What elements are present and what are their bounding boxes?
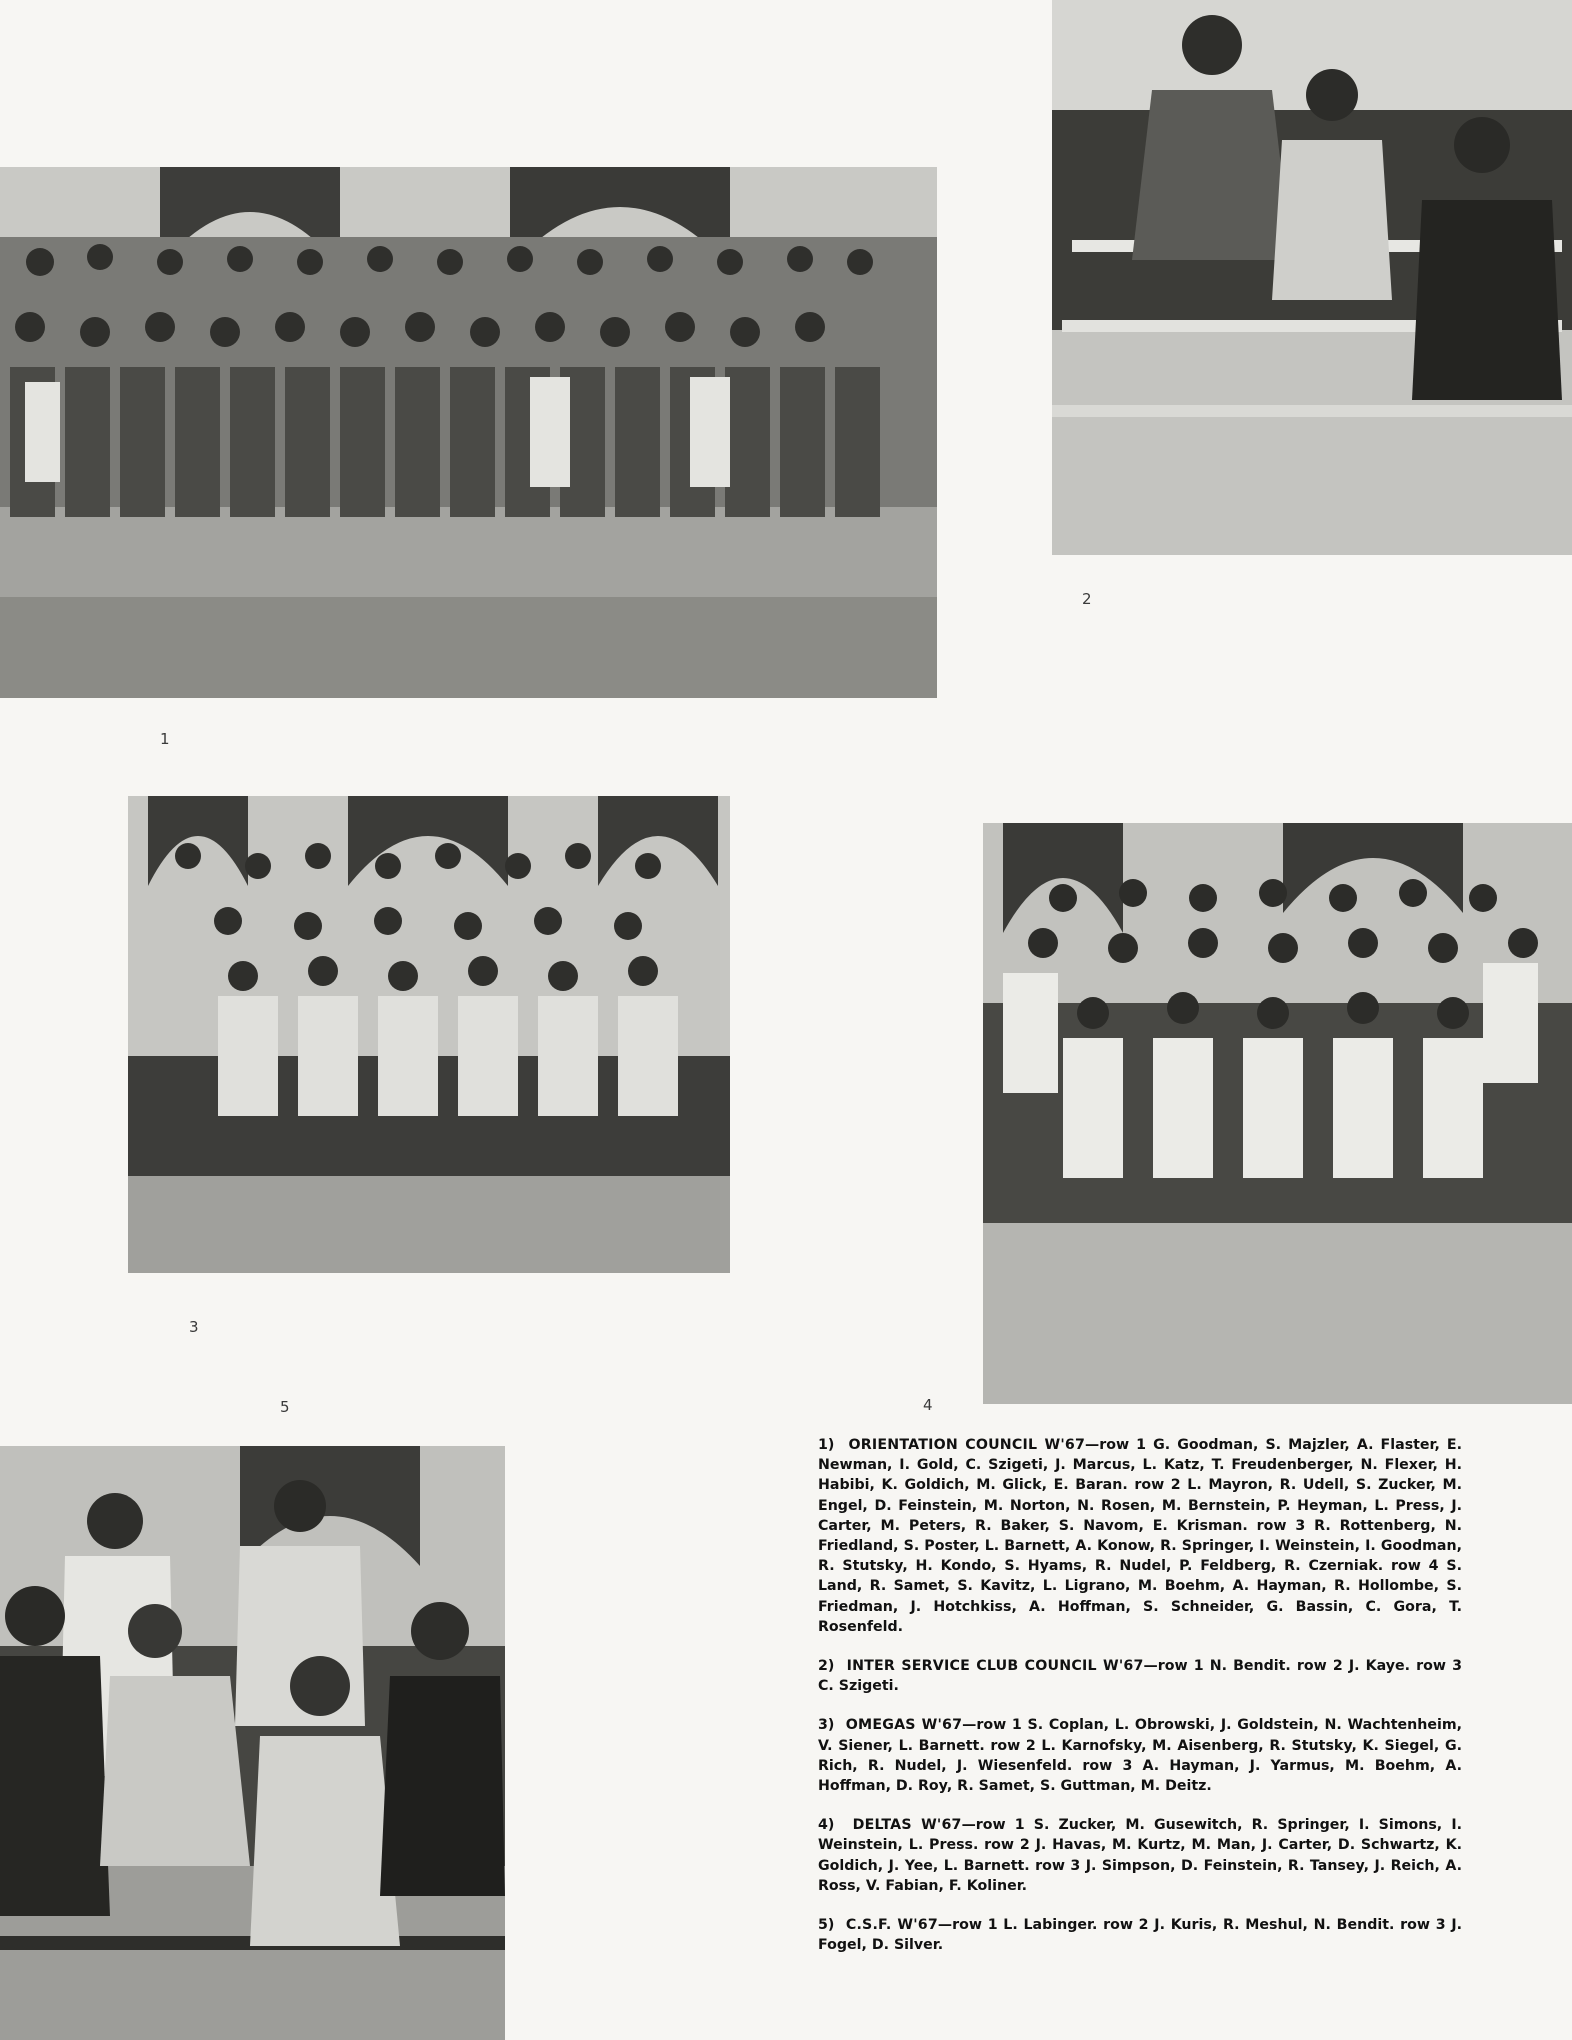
caption-number: 5) <box>818 1917 835 1934</box>
photo-4-image <box>983 823 1572 1404</box>
caption-heading: C.S.F. W'67 <box>845 1917 938 1934</box>
figure-number-5: 5 <box>280 1398 290 1416</box>
caption-heading: INTER SERVICE CLUB COUNCIL W'67 <box>846 1658 1144 1675</box>
caption-text: —row 1 L. Labinger. row 2 J. Kuris, R. Meshul, N. Bendit. row 3 J. Fogel, D. Silver. <box>818 1917 1462 1954</box>
caption-3 <box>818 1715 1462 1796</box>
caption-4 <box>818 1815 1462 1896</box>
photo-orientation-council <box>0 167 937 698</box>
caption-5 <box>818 1915 1462 1955</box>
figure-number-3: 3 <box>189 1318 199 1336</box>
caption-heading: DELTAS W'67 <box>852 1817 962 1834</box>
photo-2-image <box>1052 0 1572 555</box>
figure-number-2: 2 <box>1082 590 1092 608</box>
caption-number: 1) <box>818 1437 835 1453</box>
caption-text: —row 1 G. Goodman, S. Majzler, A. Flaster, E. Newman, I. Gold, C. Szigeti, J. Marcus, L. Katz, T. Freudenberger, N. Flexer, H. Habibi, K. Goldich, M. Glick, E. Baran. row 2 L. Mayron, R. Udell, S. Zucker, M. Engel, D. Feinstein, M. Norton, N. Rosen, M. Bernstein, P. Heyman, L. Press, J. Carter, M. Peters, R. Baker, S. Navom, E. Krisman. row 3 R. Rottenberg, N. Friedland, S. Poster, L. Barnett, A. Konow, R. Springer, I. Weinstein, I. Goodman, R. Stutsky, H. Kondo, S. Hyams, R. Nudel, P. Feldberg, R. Czerniak. row 4 S. Land, R. Samet, S. Kavitz, L. Ligrano, M. Boehm, A. Hayman, R. Hollombe, S. Friedman, J. Hotchkiss, A. Hoffman, S. Schneider, G. Bassin, C. Gora, T. Rosenfeld. <box>818 1437 1463 1635</box>
caption-text: —row 1 S. Coplan, L. Obrowski, J. Goldstein, N. Wachtenheim, V. Siener, L. Barnett. row 2 L. Karnofsky, M. Aisenberg, R. Stutsky, K. Siegel, G. Rich, R. Nudel, J. Wiesenfeld. row 3 A. Hayman, J. Yarmus, M. Boehm, A. Hoffman, D. Roy, R. Samet, S. Guttman, M. Deitz. <box>818 1717 1462 1795</box>
photo-csf <box>0 1446 505 2040</box>
figure-number-1: 1 <box>160 730 170 748</box>
caption-text: —row 1 N. Bendit. row 2 J. Kaye. row 3 C. Szigeti. <box>818 1658 1463 1695</box>
photo-omegas <box>128 796 730 1273</box>
caption-heading: OMEGAS W'67 <box>845 1717 963 1734</box>
photo-1-image <box>0 167 937 698</box>
photo-5-image <box>0 1446 505 2040</box>
caption-number: 2) <box>818 1658 835 1675</box>
figure-number-4: 4 <box>923 1396 933 1414</box>
caption-block <box>818 1435 1462 1974</box>
caption-number: 4) <box>818 1817 835 1834</box>
caption-number: 3) <box>818 1717 835 1734</box>
caption-2 <box>818 1656 1462 1696</box>
photo-deltas <box>983 823 1572 1404</box>
caption-text: —row 1 S. Zucker, M. Gusewitch, R. Springer, I. Simons, I. Weinstein, L. Press. row 2 J. Havas, M. Kurtz, M. Man, J. Carter, D. Schwartz, K. Goldich, J. Yee, L. Barnett. row 3 J. Simpson, D. Feinstein, R. Tansey, J. Reich, A. Ross, V. Fabian, F. Koliner. <box>818 1817 1462 1894</box>
caption-heading: ORIENTATION COUNCIL W'67 <box>848 1437 1086 1453</box>
caption-1 <box>818 1435 1462 1637</box>
photo-inter-service-club-council <box>1052 0 1572 555</box>
photo-3-image <box>128 796 730 1273</box>
